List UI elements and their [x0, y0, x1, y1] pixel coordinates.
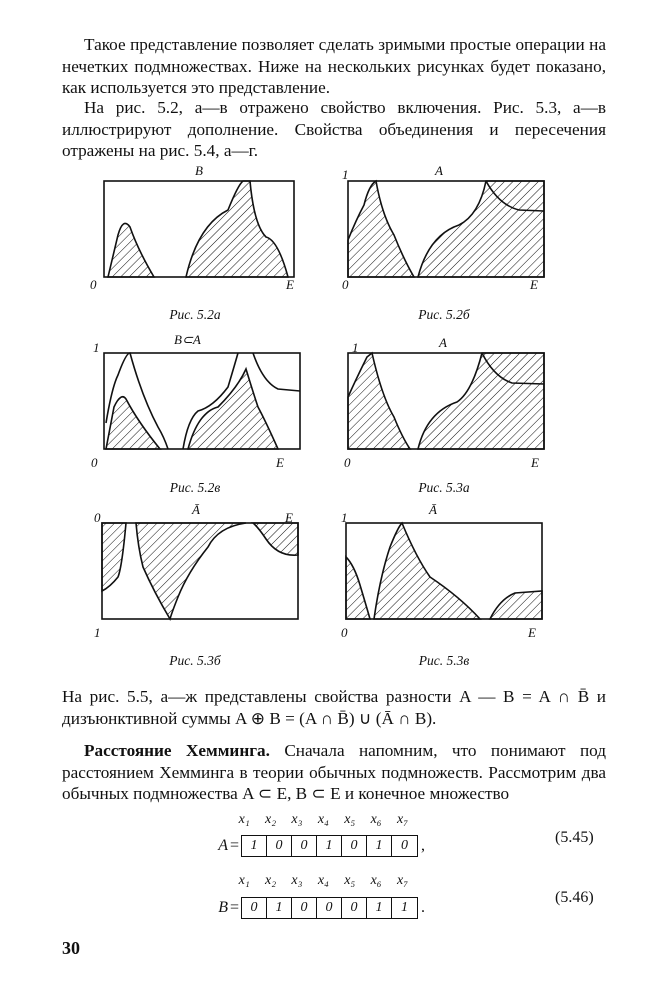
figure-title: B [195, 163, 203, 178]
term-hamming-distance: Расстояние Хемминга. [84, 741, 270, 760]
seq-cell: 0 [401, 838, 409, 853]
seq-tail: , [421, 837, 426, 854]
figure-5-3v-plot [330, 507, 550, 642]
seq-head: x₆ [370, 873, 382, 888]
corner-label: 0 [94, 510, 101, 525]
seq-cells [241, 897, 418, 919]
corner-label: 0 [342, 277, 349, 292]
paragraph-4-text: Сначала напомним, что понимают под расстоянием Хемминга в теории обычных подмножеств. Рассмотрим два обычных подмножества A ⊂ E, B ⊂ E и конечное множество [62, 741, 606, 803]
paragraph-2: На рис. 5.2, а—в отражено свойство включения. Рис. 5.3, а—в иллюстрируют дополнение. Свойства объединения и пересечения отражены на рис. 5.4, а—г. [62, 98, 606, 160]
sequence-a [206, 835, 425, 857]
seq-cell: 0 [292, 836, 317, 856]
corner-label: 1 [94, 625, 101, 640]
figure-title: Ā [429, 502, 437, 517]
seq-cell: 1 [317, 836, 342, 856]
figure-5-2a-plot [88, 165, 308, 300]
corner-label: 0 [90, 277, 97, 292]
seq-cell: 0 [317, 898, 342, 918]
paragraph-3: На рис. 5.5, а—ж представлены свойства разности A — B = A ∩ B̄ и дизъюнктивной суммы A ⊕ B = (A ∩ B̄) ∪ (Ā ∩ B). [62, 687, 606, 728]
caption-5-2b: Рис. 5.2б [418, 307, 470, 322]
seq-cell: 0 [242, 898, 267, 918]
figure-5-3a-plot [332, 337, 552, 472]
seq-head: x₁ [238, 873, 250, 888]
sequence-a-heads [231, 812, 416, 828]
corner-label: 0 [91, 455, 98, 470]
figure-5-2v [88, 332, 308, 477]
corner-label: 0 [344, 455, 351, 470]
corner-label: E [531, 455, 539, 470]
seq-head: x₄ [317, 873, 329, 888]
seq-cell: 1 [401, 900, 409, 915]
figure-5-2b-plot [334, 165, 554, 300]
corner-label: 1 [341, 510, 348, 525]
corner-label: 1 [352, 340, 359, 355]
figure-title: A [435, 163, 443, 178]
seq-head: x₅ [344, 812, 356, 827]
seq-label: B [218, 899, 228, 916]
seq-cell: 0 [342, 836, 367, 856]
seq-cell: 0 [267, 836, 292, 856]
caption-5-3a: Рис. 5.3а [418, 480, 470, 495]
figure-5-3a [332, 337, 552, 477]
caption-5-2a: Рис. 5.2а [169, 307, 221, 322]
figure-5-2a [88, 165, 308, 305]
seq-cells [241, 835, 418, 857]
page-number: 30 [62, 938, 80, 958]
seq-head: x₁ [238, 812, 250, 827]
figure-5-2v-plot [88, 337, 308, 472]
seq-head: x₇ [396, 812, 409, 827]
seq-head: x₃ [291, 873, 303, 888]
seq-cell: 0 [292, 898, 317, 918]
corner-label: E [276, 455, 284, 470]
figure-5-3v [330, 502, 550, 647]
seq-label: A [218, 837, 228, 854]
seq-cell: 1 [242, 836, 267, 856]
corner-label: E [285, 510, 293, 525]
seq-head: x₂ [265, 873, 277, 888]
seq-cell: 1 [267, 898, 292, 918]
seq-head: x₃ [291, 812, 303, 827]
seq-head: x₄ [317, 812, 329, 827]
figure-5-3b-plot [88, 507, 308, 642]
seq-head: x₇ [396, 873, 409, 888]
corner-label: 1 [342, 167, 349, 182]
figure-title: A [439, 335, 447, 350]
sequence-b [206, 897, 425, 919]
figure-5-3b [88, 502, 308, 647]
caption-5-3b: Рис. 5.3б [169, 653, 221, 668]
seq-head: x₅ [344, 873, 356, 888]
seq-cell: 1 [367, 898, 392, 918]
seq-cell: 1 [367, 836, 392, 856]
caption-5-2v: Рис. 5.2в [169, 480, 221, 495]
seq-head: x₆ [370, 812, 382, 827]
figure-title: B⊂A [174, 332, 201, 347]
corner-label: E [528, 625, 536, 640]
paragraph-4 [62, 740, 606, 805]
sequence-b-heads [231, 873, 416, 889]
paragraph-1: Такое представление позволяет сделать зримыми простые операции на нечетких подмножествах. Ниже на нескольких рисунках будет показано, как используется это представление. [62, 35, 606, 97]
figure-5-2b [334, 165, 554, 305]
equation-number-5-46: (5.46) [555, 889, 594, 906]
equation-number-5-45: (5.45) [555, 829, 594, 846]
corner-label: 1 [93, 340, 100, 355]
seq-eq: = [230, 899, 240, 916]
seq-eq: = [230, 837, 240, 854]
seq-cell: 0 [342, 898, 367, 918]
seq-head: x₂ [265, 812, 277, 827]
caption-5-3v: Рис. 5.3в [418, 653, 470, 668]
corner-label: E [286, 277, 294, 292]
seq-tail: . [421, 899, 426, 916]
corner-label: 0 [341, 625, 348, 640]
figure-title: Ā [192, 502, 200, 517]
corner-label: E [530, 277, 538, 292]
